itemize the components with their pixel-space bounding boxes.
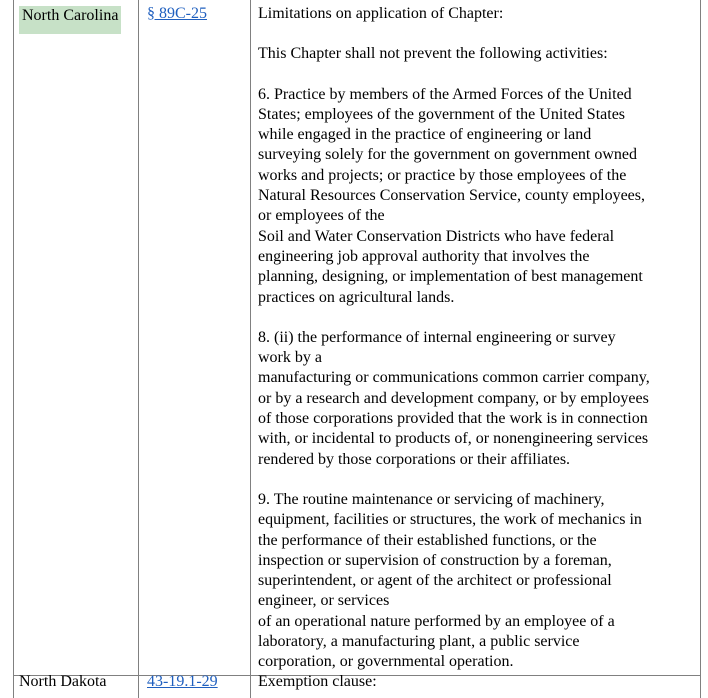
text-line: 8. (ii) the performance of internal engineering or survey xyxy=(258,328,616,346)
statute-link[interactable]: § 89C-25 xyxy=(147,5,207,22)
section-intro: This Chapter shall not prevent the following activities: xyxy=(258,45,608,63)
text-line: superintendent, or agent of the architect or professional xyxy=(258,572,612,590)
text-line: surveying solely for the government on government owned xyxy=(258,146,638,164)
text-line: practices on agricultural lands. xyxy=(258,288,455,306)
text-line: of those corporations provided that the work is in connection xyxy=(258,410,648,428)
text-line: 9. The routine maintenance or servicing of machinery, xyxy=(258,490,605,508)
text-line: engineer, or services xyxy=(258,592,390,610)
text-line: works and projects; or practice by those employees of the xyxy=(258,166,627,184)
statute-text-cell xyxy=(258,4,698,693)
text-line: planning, designing, or implementation of best management xyxy=(258,268,643,286)
text-line: Soil and Water Conservation Districts who have federal xyxy=(258,227,615,245)
text-line: manufacturing or communications common carrier company, xyxy=(258,369,650,387)
next-row-statute-link[interactable]: 43-19.1-29 xyxy=(147,673,218,690)
text-line: or by a research and development company, or by employees xyxy=(258,389,649,407)
exemption-item-8 xyxy=(258,328,698,470)
text-line: of an operational nature performed by an employee of a xyxy=(258,612,615,630)
text-line: equipment, facilities or structures, the work of mechanics in xyxy=(258,511,642,529)
text-line: laboratory, a manufacturing plant, a public service xyxy=(258,633,580,651)
section-heading: Limitations on application of Chapter: xyxy=(258,5,504,22)
text-line: rendered by those corporations or their affiliates. xyxy=(258,450,571,468)
exemption-item-9 xyxy=(258,490,698,673)
text-line: engineering job approval authority that involves the xyxy=(258,247,590,265)
text-line: inspection or supervision of construction by a foreman, xyxy=(258,551,612,569)
text-line: work by a xyxy=(258,349,322,367)
text-line: or employees of the xyxy=(258,207,385,225)
column-divider-1 xyxy=(138,0,139,698)
text-line: States; employees of the government of the United States xyxy=(258,105,626,123)
next-row-state: North Dakota xyxy=(19,673,107,690)
text-line: corporation, or governmental operation. xyxy=(258,653,514,671)
column-divider-2 xyxy=(250,0,251,698)
state-name-cell: North Carolina xyxy=(19,6,121,34)
text-line: with, or incidental to products of, or nonengineering services xyxy=(258,430,649,448)
text-line: while engaged in the practice of engineering or land xyxy=(258,126,592,144)
text-line: Natural Resources Conservation Service, county employees, xyxy=(258,187,645,205)
next-row-heading: Exemption clause: xyxy=(258,673,377,690)
text-line: the performance of their established functions, or the xyxy=(258,531,597,549)
exemption-item-6 xyxy=(258,85,698,308)
text-line: 6. Practice by members of the Armed Forces of the United xyxy=(258,85,632,103)
